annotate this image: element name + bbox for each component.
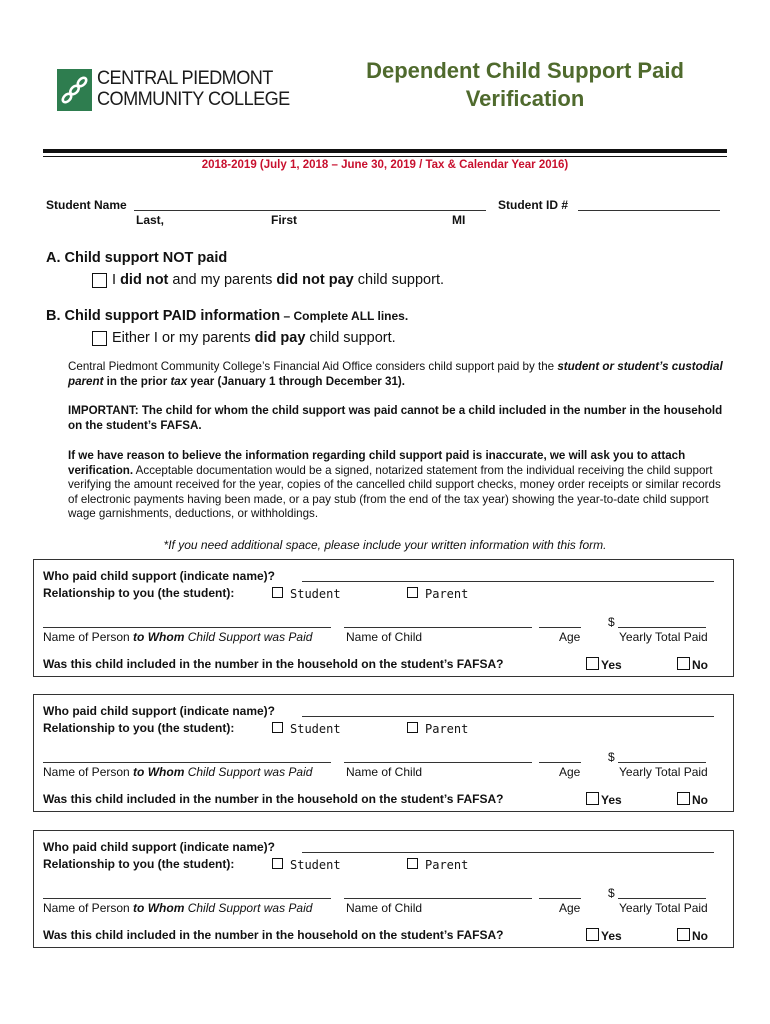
fafsa-question: Was this child included in the number in the household on the student’s FAFSA? (43, 792, 504, 806)
yearly-total-caption: Yearly Total Paid (619, 901, 708, 915)
person-paid-caption: Name of Person to Whom Child Support was Paid (43, 765, 313, 779)
person-paid-caption: Name of Person to Whom Child Support was Paid (43, 901, 313, 915)
relationship-label: Relationship to you (the student): (43, 721, 235, 735)
person-paid-caption: Name of Person to Whom Child Support was Paid (43, 630, 313, 644)
college-logo-icon (57, 69, 92, 111)
who-paid-label: Who paid child support (indicate name)? (43, 569, 276, 583)
yearly-total-field[interactable] (618, 627, 706, 628)
not-paid-option-label: I did not and my parents did not pay child support. (112, 272, 445, 288)
last-name-caption: Last, (136, 213, 165, 227)
logo-wordmark (97, 68, 290, 110)
student-id-label: Student ID # (498, 198, 569, 212)
relationship-label: Relationship to you (the student): (43, 857, 235, 871)
yearly-total-caption: Yearly Total Paid (619, 630, 708, 644)
yearly-total-field[interactable] (618, 762, 706, 763)
student-relationship-option[interactable]: Student (272, 858, 341, 872)
important-paragraph: IMPORTANT: The child for whom the child support was paid cannot be a child included in the number in the household on the student’s FAFSA. (68, 404, 723, 432)
yes-checkbox[interactable] (586, 928, 599, 941)
middle-initial-caption: MI (452, 213, 466, 227)
policy-paragraph: Central Piedmont Community College’s Financial Aid Office considers child support paid by the student or student’s custodial parent in the prior tax year (January 1 through December 31). (68, 360, 723, 388)
person-paid-field[interactable] (43, 762, 331, 763)
who-paid-field[interactable] (302, 716, 714, 717)
child-age-field[interactable] (539, 762, 581, 763)
child-name-field[interactable] (344, 762, 532, 763)
parent-checkbox[interactable] (407, 858, 418, 869)
yearly-total-field[interactable] (618, 898, 706, 899)
first-name-caption: First (271, 213, 298, 227)
logo-line-2: COMMUNITY COLLEGE (97, 88, 290, 110)
person-paid-field[interactable] (43, 898, 331, 899)
student-checkbox[interactable] (272, 858, 283, 869)
child-support-entry-3 (33, 830, 734, 948)
header-rule-thin (43, 156, 727, 157)
dollar-sign: $ (608, 886, 615, 900)
logo-line-1: CENTRAL PIEDMONT (97, 67, 273, 89)
dollar-sign: $ (608, 615, 615, 629)
who-paid-field[interactable] (302, 581, 714, 582)
child-name-caption: Name of Child (346, 630, 423, 644)
section-b-heading: B. Child support PAID information – Complete ALL lines. (46, 308, 409, 324)
yes-checkbox[interactable] (586, 792, 599, 805)
header-rule (43, 149, 727, 153)
section-a-heading: A. Child support NOT paid (46, 250, 228, 266)
child-name-field[interactable] (344, 898, 532, 899)
fafsa-no-option[interactable]: No (677, 657, 708, 672)
award-year-line: 2018-2019 (July 1, 2018 – June 30, 2019 / Tax & Calendar Year 2016) (201, 159, 569, 171)
student-checkbox[interactable] (272, 587, 283, 598)
child-age-field[interactable] (539, 627, 581, 628)
yes-checkbox[interactable] (586, 657, 599, 670)
student-relationship-option[interactable]: Student (272, 722, 341, 736)
parent-relationship-option[interactable]: Parent (407, 722, 468, 736)
child-age-field[interactable] (539, 898, 581, 899)
fafsa-yes-option[interactable]: Yes (586, 657, 622, 672)
fafsa-no-option[interactable]: No (677, 928, 708, 943)
child-support-entry-2 (33, 694, 734, 812)
fafsa-question: Was this child included in the number in the household on the student’s FAFSA? (43, 657, 504, 671)
who-paid-label: Who paid child support (indicate name)? (43, 840, 276, 854)
age-caption: Age (559, 901, 581, 915)
page-title (330, 57, 720, 113)
parent-checkbox[interactable] (407, 722, 418, 733)
title-line-2: Verification (465, 86, 585, 111)
parent-relationship-option[interactable]: Parent (407, 587, 468, 601)
no-checkbox[interactable] (677, 657, 690, 670)
additional-space-note: *If you need additional space, please include your written information with this form. (163, 538, 607, 552)
parent-relationship-option[interactable]: Parent (407, 858, 468, 872)
yearly-total-caption: Yearly Total Paid (619, 765, 708, 779)
student-checkbox[interactable] (272, 722, 283, 733)
person-paid-field[interactable] (43, 627, 331, 628)
fafsa-yes-option[interactable]: Yes (586, 928, 622, 943)
age-caption: Age (559, 765, 581, 779)
paid-checkbox[interactable] (92, 331, 107, 346)
no-checkbox[interactable] (677, 928, 690, 941)
student-name-field[interactable] (134, 210, 486, 211)
not-paid-checkbox[interactable] (92, 273, 107, 288)
paid-option-label: Either I or my parents did pay child support. (112, 330, 396, 346)
child-name-caption: Name of Child (346, 901, 423, 915)
parent-checkbox[interactable] (407, 587, 418, 598)
child-support-entry-1 (33, 559, 734, 677)
fafsa-no-option[interactable]: No (677, 792, 708, 807)
fafsa-yes-option[interactable]: Yes (586, 792, 622, 807)
who-paid-field[interactable] (302, 852, 714, 853)
age-caption: Age (559, 630, 581, 644)
child-name-caption: Name of Child (346, 765, 423, 779)
student-id-field[interactable] (578, 210, 720, 211)
fafsa-question: Was this child included in the number in the household on the student’s FAFSA? (43, 928, 504, 942)
verification-paragraph: If we have reason to believe the information regarding child support paid is inaccurate, we will ask you to attach verification. Acceptable documentation would be a signed, notarized statement from the individual receiving the child support verifying the amount received for the year, copies of the cancelled child support checks, money order receipts or similar records of electronic payments having been made, or a pay stub (from the end of the tax year) showing the year-to-date child support wage garnishments, deductions, or withholdings. (68, 449, 721, 520)
title-line-1: Dependent Child Support Paid (366, 58, 684, 83)
no-checkbox[interactable] (677, 792, 690, 805)
relationship-label: Relationship to you (the student): (43, 586, 235, 600)
college-logo (57, 66, 307, 114)
dollar-sign: $ (608, 750, 615, 764)
child-name-field[interactable] (344, 627, 532, 628)
who-paid-label: Who paid child support (indicate name)? (43, 704, 276, 718)
student-name-label: Student Name (46, 198, 127, 212)
student-relationship-option[interactable]: Student (272, 587, 341, 601)
